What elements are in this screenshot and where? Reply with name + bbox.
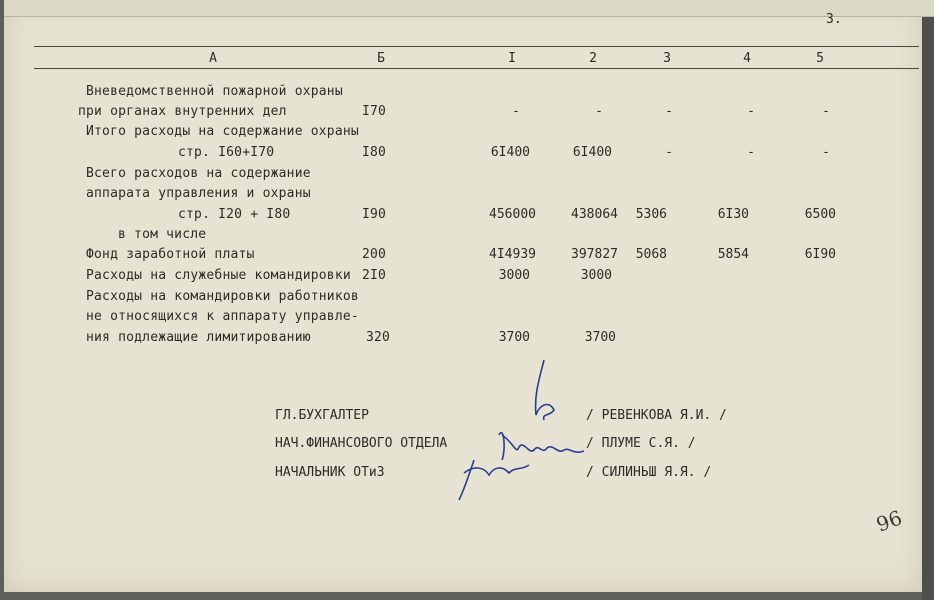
row-label: аппарата управления и охраны (86, 186, 311, 201)
signatory-title: ГЛ.БУХГАЛТЕР (275, 408, 369, 423)
cell-col3: 5306 (635, 207, 667, 222)
row-code: I90 (362, 207, 387, 222)
row-code: I80 (362, 145, 387, 160)
cell-col4: - (747, 145, 755, 160)
row-label: Расходы на служебные командировки (86, 268, 351, 283)
document-page (4, 0, 922, 592)
column-header-1: I (508, 51, 516, 66)
cell-col2: - (595, 104, 603, 119)
corner-page-note (872, 500, 906, 540)
svg-text:96: 96 (873, 505, 906, 537)
cell-col5: - (822, 145, 830, 160)
cell-col3: - (665, 104, 673, 119)
column-header-2: 2 (589, 51, 597, 66)
row-label: Расходы на командировки работников (86, 289, 359, 304)
column-header-4: 4 (743, 51, 751, 66)
cell-col2: 438064 (571, 207, 618, 222)
signatory-name: / СИЛИНЬШ Я.Я. / (586, 465, 712, 480)
row-code: 320 (366, 330, 391, 345)
cell-col1: 3000 (498, 268, 530, 283)
cell-col1: 3700 (498, 330, 530, 345)
row-code: I70 (362, 104, 387, 119)
column-header-b: Б (377, 51, 385, 66)
table-top-rule (34, 46, 919, 47)
signatory-title: НАЧ.ФИНАНСОВОГО ОТДЕЛА (275, 436, 448, 451)
row-label: Фонд заработной платы (86, 247, 255, 262)
cell-col1: 6I400 (490, 145, 530, 160)
cell-col1: 456000 (489, 207, 536, 222)
row-label: стр. I20 + I80 (178, 207, 291, 222)
row-label: ния подлежащие лимитированию (86, 330, 311, 345)
column-header-a: А (209, 51, 217, 66)
cell-col5: 6500 (804, 207, 836, 222)
background-edge (922, 0, 934, 600)
page-number: 3. (826, 12, 842, 27)
row-label: Итого расходы на содержание охраны (86, 124, 359, 139)
row-label: не относящихся к аппарату управле- (86, 309, 359, 324)
cell-col3: 5068 (635, 247, 667, 262)
cell-col2: 397827 (571, 247, 618, 262)
row-label: в том числе (118, 227, 207, 242)
row-label: при органах внутренних дел (78, 104, 287, 119)
row-code: 2I0 (362, 268, 387, 283)
column-header-5: 5 (816, 51, 824, 66)
cell-col5: 6I90 (804, 247, 836, 262)
cell-col5: - (822, 104, 830, 119)
cell-col2: 3000 (580, 268, 612, 283)
cell-col4: - (747, 104, 755, 119)
cell-col4: 6I30 (717, 207, 749, 222)
cell-col2: 6I400 (572, 145, 612, 160)
cell-col4: 5854 (717, 247, 749, 262)
signatory-name: / РЕВЕНКОВА Я.И. / (586, 408, 727, 423)
previous-page-edge (4, 0, 934, 17)
cell-col1: - (512, 104, 520, 119)
signatory-name: / ПЛУМЕ С.Я. / (586, 436, 696, 451)
handwritten-signature (444, 355, 594, 505)
cell-col1: 4I4939 (489, 247, 536, 262)
signatory-title: НАЧАЛЬНИК ОТиЗ (275, 465, 385, 480)
row-label: Всего расходов на содержание (86, 166, 311, 181)
column-header-3: 3 (663, 51, 671, 66)
row-label: Вневедомственной пожарной охраны (86, 84, 343, 99)
cell-col3: - (665, 145, 673, 160)
row-code: 200 (362, 247, 387, 262)
table-header-rule (34, 68, 919, 69)
cell-col2: 3700 (584, 330, 616, 345)
row-label: стр. I60+I70 (178, 145, 275, 160)
